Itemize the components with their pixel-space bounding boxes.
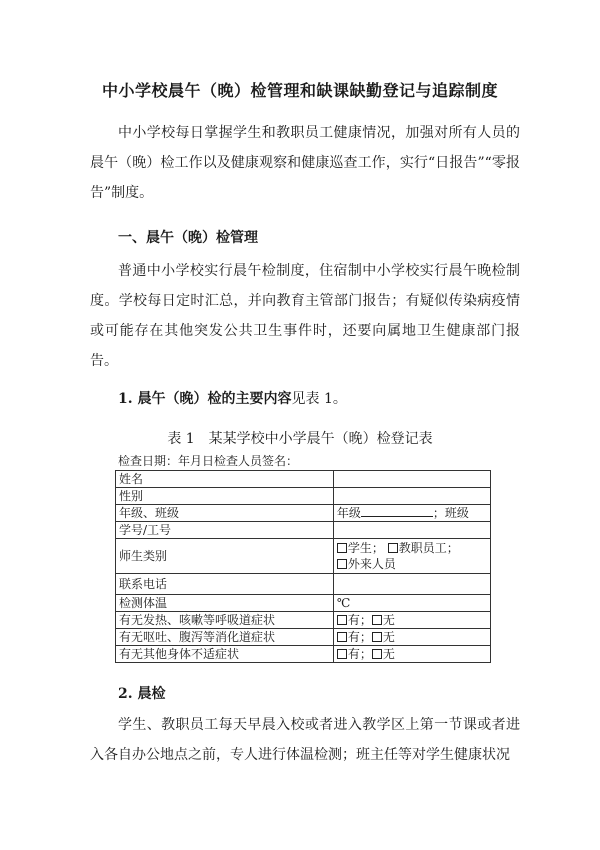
checkbox-staff[interactable] <box>388 543 398 553</box>
table-cell-label: 性别 <box>116 488 334 505</box>
option-visitor: 外来人员 <box>347 557 396 571</box>
table-cell-label: 学号/工号 <box>116 522 334 539</box>
table-cell-value <box>333 629 490 646</box>
checkbox-yes[interactable] <box>337 632 347 642</box>
table-cell-value <box>333 646 490 663</box>
table-row <box>116 505 491 522</box>
class-label: ；班级 <box>432 506 469 520</box>
option-staff: 教职员工； <box>398 541 459 555</box>
table-cell-label: 联系电话 <box>116 574 334 595</box>
checkbox-no[interactable] <box>372 615 382 625</box>
option-yes: 有； <box>347 630 372 644</box>
table-cell-label: 有无呕吐、腹泻等消化道症状 <box>116 629 334 646</box>
option-no: 无 <box>382 647 395 661</box>
option-yes: 有； <box>347 647 372 661</box>
table-row <box>116 488 491 505</box>
section-1-body: 普通中小学校实行晨午检制度，住宿制中小学校实行晨午晚检制度。学校每日定时汇总，并向教育主管部门报告；有疑似传染病疫情或可能存在其他突发公共卫生事件时，还要向属地卫生健康部门报告。 <box>90 263 520 369</box>
subsection-1-bold: 1. 晨午（晚）检的主要内容 <box>118 391 292 407</box>
table-cell-label: 有无其他身体不适症状 <box>116 646 334 663</box>
grade-blank[interactable] <box>361 505 433 517</box>
table-cell-value <box>333 612 490 629</box>
table-cell-label: 年级、班级 <box>116 505 334 522</box>
checkbox-student[interactable] <box>337 543 347 553</box>
checkbox-no[interactable] <box>372 649 382 659</box>
subsection-1-heading <box>118 388 347 408</box>
checkbox-visitor[interactable] <box>337 559 347 569</box>
table-cell-value[interactable] <box>333 471 490 488</box>
table-cell-label: 有无发热、咳嗽等呼吸道症状 <box>116 612 334 629</box>
table-cell-label: 姓名 <box>116 471 334 488</box>
table-row <box>116 522 491 539</box>
subsection-2-heading: 2. 晨检 <box>118 686 166 702</box>
table-cell-value[interactable] <box>333 522 490 539</box>
option-no: 无 <box>382 613 395 627</box>
document-title: 中小学校晨午（晚）检管理和缺课缺勤登记与追踪制度 <box>101 81 498 100</box>
table-row <box>116 471 491 488</box>
subsection-1-rest: 见表 1。 <box>291 391 347 407</box>
table-cell-value[interactable] <box>333 574 490 595</box>
table-row <box>116 612 491 629</box>
table-row <box>116 574 491 595</box>
grade-label: 年级 <box>336 506 361 520</box>
checkbox-yes[interactable] <box>337 649 347 659</box>
table-row <box>116 539 491 574</box>
table-row <box>116 629 491 646</box>
table-caption: 表 1 某某学校中小学晨午（晚）检登记表 <box>167 431 433 447</box>
table-cell-label: 检测体温 <box>116 595 334 612</box>
table-cell-value <box>333 539 490 574</box>
intro-paragraph: 中小学校每日掌握学生和教职员工健康情况，加强对所有人员的晨午（晚）检工作以及健康观察和健康巡查工作，实行“日报告”“零报告”制度。 <box>90 125 520 201</box>
option-no: 无 <box>382 630 395 644</box>
table-row <box>116 646 491 663</box>
table-row <box>116 595 491 612</box>
health-check-register-table <box>115 470 491 663</box>
table-cell-value[interactable] <box>333 488 490 505</box>
checkbox-yes[interactable] <box>337 615 347 625</box>
option-yes: 有； <box>347 613 372 627</box>
section-1-heading: 一、晨午（晚）检管理 <box>118 230 258 246</box>
check-date-line: 检查日期：年月日检查人员签名： <box>118 454 299 468</box>
table-cell-value[interactable] <box>333 505 490 522</box>
checkbox-no[interactable] <box>372 632 382 642</box>
table-cell-label: 师生类别 <box>116 539 334 574</box>
table-cell-value[interactable]: ℃ <box>333 595 490 612</box>
option-student: 学生； <box>347 541 384 555</box>
subsection-2-body: 学生、教职员工每天早晨入校或者进入教学区上第一节课或者进入各自办公地点之前，专人进行体温检测；班主任等对学生健康状况 <box>90 717 520 763</box>
